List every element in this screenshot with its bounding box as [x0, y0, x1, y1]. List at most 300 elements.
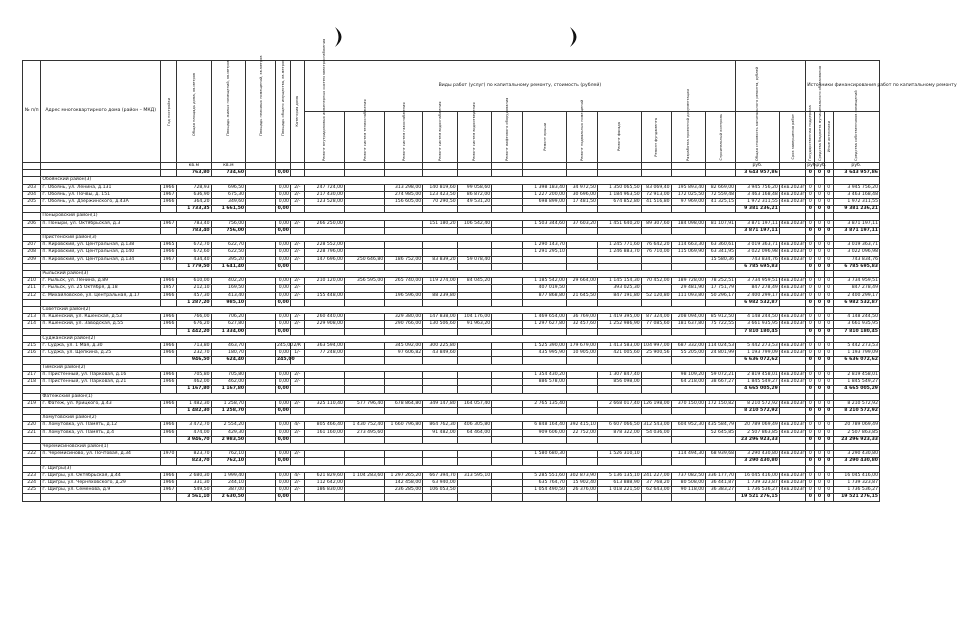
- cell-m: 0: [815, 343, 824, 350]
- cell-w7: 1 469 654,00: [523, 314, 567, 321]
- cell-own: 3 290 430,80: [833, 451, 879, 458]
- cell-no: 216: [23, 350, 41, 357]
- cell-empty: [423, 170, 458, 177]
- cell-address: с. Михайловское, ул. Центральная, д.17: [41, 292, 161, 299]
- cell-deadline: 4кв.2023г: [780, 422, 805, 428]
- cell-w5: [457, 292, 492, 299]
- total-total-area: 1 167,80: [177, 386, 212, 393]
- cell-w6: [492, 350, 523, 357]
- cell-empty: [566, 458, 597, 465]
- cell-year: 1966: [161, 314, 177, 321]
- cell-empty: [706, 407, 736, 414]
- cell-w3: 236 285,00: [385, 487, 423, 494]
- cell-nonres-area: [246, 242, 276, 249]
- cell-total-area: 474,00: [177, 429, 212, 436]
- cell-w3: 196 596,00: [385, 292, 423, 299]
- total-o: 0: [824, 458, 833, 465]
- section-title: Обоянский район(3): [41, 177, 806, 184]
- cell-empty: [641, 328, 671, 335]
- cell-empty: [385, 206, 423, 213]
- cell-w11: 604 952,30: [671, 422, 706, 429]
- cell-g: 0: [806, 292, 815, 299]
- total-common-area: 0,00: [275, 227, 290, 234]
- cell-no: 217: [23, 371, 41, 378]
- cell-g: 0: [806, 400, 815, 407]
- cell-g: 0: [806, 451, 815, 458]
- col-work-8-header: Ремонт подвальных помещений: [579, 99, 584, 161]
- section-title: Черемисиновский район(1): [41, 443, 806, 450]
- cell-empty: [423, 494, 458, 501]
- cell-empty: [457, 357, 492, 364]
- cell-w5: 106 542,40: [457, 220, 492, 227]
- cell-w4: 63 940,00: [423, 479, 458, 486]
- cell-empty: [304, 357, 344, 364]
- cell-w7: 435 995,90: [523, 350, 567, 357]
- cell-common-area: 0,00: [275, 321, 290, 328]
- cell-w3: [385, 429, 423, 436]
- section-total-row: [23, 436, 880, 443]
- cell-w3: 97 606,82: [385, 350, 423, 357]
- cell-w8: [566, 285, 597, 292]
- cell-own: 4 148 244,50: [833, 314, 879, 321]
- section-header-row: [23, 307, 880, 314]
- cell-o: 0: [824, 350, 833, 357]
- cell-w10: 312 543,00: [641, 422, 671, 429]
- cell-own: 2 819 458,01: [833, 371, 879, 378]
- cell-res-area: 675,30: [211, 191, 246, 198]
- total-res-area: 756,00: [211, 227, 246, 234]
- cell-cat: 2/-: [290, 220, 304, 227]
- table-row: [23, 242, 880, 249]
- cell-empty: [290, 206, 304, 213]
- cell-no: 213: [23, 314, 41, 321]
- cell-w11: 687 332,00: [671, 343, 706, 350]
- cell-nonres-area: [246, 350, 276, 357]
- cell-g: 0: [806, 242, 815, 249]
- cell-w11: 55 205,00: [671, 350, 706, 357]
- cell-empty: [671, 458, 706, 465]
- cell-g: 0: [806, 199, 815, 206]
- cell-common-area: 0,00: [275, 429, 290, 436]
- cell-common-area: 245,00: [276, 343, 294, 349]
- cell-cat: 2/К: [290, 343, 304, 350]
- cell-w12: 36 441,87: [706, 479, 736, 486]
- cell-w11: [671, 256, 706, 263]
- cell-cat: 2/-: [290, 314, 304, 321]
- cell-empty: [833, 465, 879, 472]
- cell-no: 223: [23, 472, 41, 479]
- cell-w10: 89 307,60: [641, 220, 671, 227]
- cell-own: 16 045 416,00: [833, 472, 879, 479]
- cell-empty: [806, 177, 815, 184]
- cell-cat: 1/-: [290, 350, 304, 357]
- cell-empty: [41, 357, 161, 364]
- cell-own: 2 507 863,85: [833, 429, 879, 436]
- cell-address: п. Кшенский, ул. Заводская, д.55: [41, 321, 161, 328]
- cell-o: 0: [824, 429, 833, 436]
- cell-deadline: 4кв.2023г: [780, 314, 805, 320]
- total-m: 0: [815, 436, 824, 443]
- cell-w10: 37 768,20: [641, 479, 671, 486]
- cell-year: 1967: [161, 191, 177, 198]
- cell-empty: [423, 227, 458, 234]
- cell-empty: [23, 307, 41, 314]
- cell-empty: [23, 206, 41, 213]
- cell-empty: [41, 494, 161, 501]
- cell-deadline: 4кв.2023г: [780, 220, 805, 226]
- cell-empty: [492, 227, 523, 234]
- cell-empty: [806, 335, 815, 342]
- cell-empty: [824, 271, 833, 278]
- total-total-area: 1 733,35: [177, 206, 212, 213]
- cell-empty: [290, 263, 304, 270]
- cell-empty: [824, 465, 833, 472]
- cell-empty: [523, 227, 567, 234]
- total-total-area: 1 287,20: [177, 299, 212, 306]
- total-common-area: 0,00: [275, 170, 290, 177]
- cell-w6: [492, 256, 523, 263]
- cell-common-area: 0,00: [275, 371, 290, 378]
- col-work-2-header: Ремонт систем теплоснабжения: [362, 99, 367, 161]
- cell-empty: [523, 206, 567, 213]
- cell-common-area: 0,00: [275, 350, 290, 357]
- cell-empty: [833, 271, 879, 278]
- cell-w2: [344, 343, 384, 350]
- cell-empty: [23, 271, 41, 278]
- cell-empty: [23, 235, 41, 242]
- cell-empty: [833, 335, 879, 342]
- cell-w3: [385, 451, 423, 458]
- cell-res-area: 705,80: [211, 371, 246, 378]
- cell-w1: 123 528,00: [304, 199, 344, 206]
- cell-empty: [523, 436, 567, 443]
- cell-w7: 698 899,00: [523, 199, 567, 206]
- cell-common-area: 0,00: [275, 487, 290, 494]
- cell-empty: [671, 299, 706, 306]
- cell-empty: [492, 436, 523, 443]
- cell-w10: [641, 256, 671, 263]
- cell-empty: [806, 235, 815, 242]
- total-m: 0: [815, 299, 824, 306]
- cell-w4: 83 839,20: [423, 256, 458, 263]
- cell-empty: [41, 170, 161, 177]
- cell-w5: [457, 350, 492, 357]
- cell-empty: [806, 443, 815, 450]
- cell-empty: [492, 328, 523, 335]
- cell-w5: [457, 379, 492, 386]
- cell-cat: 2/-: [290, 451, 304, 458]
- total-own: 9 381 236,21: [833, 206, 879, 213]
- cell-total-cost: 1 736 536,27: [736, 487, 780, 494]
- cell-nonres-area: [246, 285, 276, 292]
- section-total-row: [23, 458, 880, 465]
- cell-w3: 1 297 265,20: [385, 472, 423, 479]
- cell-empty: [344, 227, 384, 234]
- cell-common-area: 0,00: [275, 314, 290, 321]
- cell-empty: [815, 415, 824, 422]
- cell-empty: [706, 357, 736, 364]
- cell-w8: 36 769,00: [566, 314, 597, 321]
- cell-total-area: 3 472,70: [177, 422, 212, 429]
- cell-cat: 2/-: [290, 479, 304, 486]
- cell-res-area: 169,50: [211, 285, 246, 292]
- cell-empty: [706, 436, 736, 443]
- cell-empty: [23, 436, 41, 443]
- cell-empty: [423, 407, 458, 414]
- cell-empty: [41, 436, 161, 443]
- cell-empty: [161, 407, 177, 414]
- cell-empty: [566, 386, 597, 393]
- cell-w6: [492, 220, 523, 227]
- section-total-row: [23, 386, 880, 393]
- cell-w5: 164 057,40: [457, 400, 492, 407]
- total-o: 0: [824, 436, 833, 443]
- cell-empty: [641, 386, 671, 393]
- total-o: 0: [824, 494, 833, 501]
- cell-empty: [523, 263, 567, 270]
- cell-w9: 1 413 583,00: [597, 343, 641, 350]
- cell-nonres-area: [246, 220, 276, 227]
- col-work-6-header: Ремонт лифтового оборудования: [505, 97, 510, 161]
- punch-hole-right: [568, 26, 584, 48]
- cell-g: 0: [806, 422, 815, 429]
- section-header-row: [23, 415, 880, 422]
- cell-empty: [344, 494, 384, 501]
- table-row: [23, 292, 880, 299]
- cell-o: 0: [824, 479, 833, 486]
- cell-year: 1966: [161, 184, 177, 191]
- cell-cat: 4/-: [290, 472, 304, 479]
- cell-empty: [824, 235, 833, 242]
- cell-empty: [706, 227, 736, 234]
- cell-m: 0: [815, 451, 824, 458]
- cell-cat: 2/-: [290, 371, 304, 378]
- cell-g: 0: [806, 220, 815, 227]
- table-row: [23, 422, 880, 429]
- total-total-area: 1 482,30: [177, 407, 212, 414]
- cell-w1: 228 552,00: [304, 242, 344, 249]
- cell-empty: [457, 206, 492, 213]
- cell-w12: 41 325,15: [706, 199, 736, 206]
- cell-empty: [641, 458, 671, 465]
- cell-res-area: 696,50: [211, 184, 246, 191]
- cell-address: г. Фатеж, ул. Урицкого, д.43: [41, 400, 161, 407]
- cell-deadline: 4кв.2023г: [780, 285, 805, 291]
- cell-own: 3 945 756,20: [833, 184, 879, 191]
- cell-empty: [23, 227, 41, 234]
- cell-total-cost: 3 945 756,20: [736, 184, 780, 191]
- total-own: 6 982 532,87: [833, 299, 879, 306]
- cell-w5: [457, 479, 492, 486]
- cell-w1: 266 250,00: [304, 220, 344, 227]
- total-common-area: 0,00: [275, 407, 290, 414]
- cell-empty: [597, 299, 641, 306]
- cell-empty: [523, 386, 567, 393]
- cell-total-area: 549,50: [177, 487, 212, 494]
- cell-empty: [290, 494, 304, 501]
- section-total-row: [23, 407, 880, 414]
- cell-empty: [523, 458, 567, 465]
- cell-year: 1957: [161, 285, 177, 292]
- cell-o: 0: [824, 278, 833, 285]
- cell-year: 1967: [161, 487, 177, 494]
- table-row: [23, 451, 880, 458]
- cell-empty: [23, 170, 41, 177]
- table-row: [23, 371, 880, 378]
- cell-w6: [492, 321, 523, 328]
- cell-w12: 59 072,21: [706, 371, 736, 378]
- cell-empty: [23, 443, 41, 450]
- cell-empty: [23, 386, 41, 393]
- total-total-cost: 8 210 572,92: [736, 407, 780, 414]
- cell-empty: [304, 436, 344, 443]
- cell-own: 1 739 323,87: [833, 479, 879, 486]
- cell-res-area: 244,10: [211, 479, 246, 486]
- cell-empty: [779, 436, 805, 443]
- cell-empty: [597, 357, 641, 364]
- cell-total-cost: 8 210 572,92: [736, 400, 780, 407]
- cell-w9: 878 322,00: [597, 429, 641, 436]
- cell-w10: 76 642,20: [641, 242, 671, 249]
- cell-o: 0: [824, 191, 833, 198]
- cell-empty: [671, 328, 706, 335]
- cell-cat: 2/-: [290, 285, 304, 292]
- cell-empty: [815, 213, 824, 220]
- cell-empty: [815, 335, 824, 342]
- cell-o: 0: [824, 285, 833, 292]
- cell-empty: [41, 263, 161, 270]
- cell-m: 0: [815, 479, 824, 486]
- total-m: 0: [815, 170, 824, 177]
- total-own: 3 643 957,86: [833, 170, 879, 177]
- cell-empty: [41, 407, 161, 414]
- cell-cat: 2/-: [290, 400, 304, 407]
- total-common-area: 0,00: [275, 328, 290, 335]
- col-source-2-header: Средства бюджета муниципального образования: [817, 66, 822, 161]
- cell-w10: 76 710,00: [641, 249, 671, 256]
- total-total-area: 3 946,70: [177, 436, 212, 443]
- total-m: 0: [815, 206, 824, 213]
- cell-res-area: 349,60: [211, 199, 246, 206]
- cell-empty: [492, 206, 523, 213]
- cell-total-area: 672,60: [177, 249, 212, 256]
- cell-w8: 30 696,00: [566, 191, 597, 198]
- cell-w9: 856 098,00: [597, 379, 641, 386]
- total-g: 0: [806, 328, 815, 335]
- section-total-row: [23, 227, 880, 234]
- cell-empty: [385, 328, 423, 335]
- cell-total-cost: 16 045 416,00: [736, 472, 780, 479]
- cell-w4: 119 274,00: [423, 278, 458, 285]
- total-common-area: 0,00: [275, 299, 290, 306]
- cell-total-cost: 5 442 273,53: [736, 343, 780, 350]
- total-total-area: 823,70: [177, 458, 212, 465]
- cell-w11: 90 118,00: [671, 487, 706, 494]
- cell-empty: [641, 407, 671, 414]
- cell-empty: [671, 227, 706, 234]
- col-work-7-header: Ремонт крыши: [542, 123, 547, 151]
- cell-empty: [671, 357, 706, 364]
- unit-cell: руб.: [833, 163, 879, 170]
- cell-w12: 435 584,79: [706, 422, 736, 429]
- total-total-cost: 6 636 072,62: [736, 357, 780, 364]
- cell-own: 2 400 299,17: [833, 292, 879, 299]
- cell-empty: [23, 465, 41, 472]
- cell-empty: [815, 465, 824, 472]
- total-own: 8 210 572,92: [833, 407, 879, 414]
- section-total-row: [23, 263, 880, 270]
- col-work-1-header: Ремонт внутридомовых инженерных систем электроснабжения: [322, 38, 327, 161]
- sources-group-header: Источники финансирования работ по капитальному ремонту: [806, 61, 880, 112]
- cell-deadline: 4кв.2023г: [780, 242, 805, 248]
- cell-w1: 621 829,60: [304, 472, 344, 479]
- cell-empty: [304, 227, 344, 234]
- cell-w4: [423, 371, 458, 378]
- cell-deadline: 4кв.2023г: [780, 199, 805, 205]
- col-total-area-header: Общая площадь дома, кв.метров: [191, 72, 196, 136]
- cell-w11: 172 025,50: [671, 191, 706, 198]
- cell-own: 3 463 168,48: [833, 191, 879, 198]
- cell-empty: [597, 328, 641, 335]
- cell-nonres-area: [246, 321, 276, 328]
- cell-w12: 50 296,17: [706, 292, 736, 299]
- cell-w3: 142 458,00: [385, 479, 423, 486]
- section-title: Советский район(2): [41, 307, 806, 314]
- cell-w8: 29 664,00: [566, 278, 597, 285]
- cell-no: 203: [23, 184, 41, 191]
- total-common-area: 0,00: [275, 458, 290, 465]
- cell-empty: [23, 364, 41, 371]
- section-total-row: [23, 494, 880, 501]
- cell-total-cost: 3 871 197,11: [736, 220, 780, 227]
- cell-own: 1 736 536,27: [833, 487, 879, 494]
- cell-deadline: 4кв.2023г: [780, 256, 805, 262]
- cell-empty: [597, 227, 641, 234]
- cell-w4: 300 225,80: [423, 343, 458, 350]
- table-row: [23, 256, 880, 263]
- cell-empty: [779, 494, 805, 501]
- total-res-area: 2 630,50: [211, 494, 246, 501]
- cell-o: 0: [824, 199, 833, 206]
- cell-w12: 15 580,36: [706, 256, 736, 263]
- cell-empty: [824, 415, 833, 422]
- cell-empty: [492, 407, 523, 414]
- cell-o: 0: [824, 472, 833, 479]
- cell-empty: [385, 494, 423, 501]
- cell-nonres-area: [246, 278, 276, 285]
- cell-res-area: 622,70: [211, 242, 246, 249]
- total-own: 19 521 276,15: [833, 494, 879, 501]
- cell-empty: [833, 364, 879, 371]
- section-total-row: [23, 328, 880, 335]
- total-res-area: 624,40: [211, 357, 246, 364]
- cell-w8: 21 645,50: [566, 292, 597, 299]
- cell-empty: [492, 263, 523, 270]
- total-res-area: 762,10: [211, 458, 246, 465]
- section-header-row: [23, 443, 880, 450]
- cell-w1: 77 248,00: [304, 350, 344, 357]
- cell-w6: [492, 314, 523, 321]
- cell-w2: [344, 314, 384, 321]
- cell-w2: [344, 191, 384, 198]
- cell-w4: 123 423,50: [423, 191, 458, 198]
- section-title: Поныровский район(1): [41, 213, 806, 220]
- cell-empty: [779, 227, 805, 234]
- total-total-area: 763,80: [177, 170, 212, 177]
- cell-w4: 43 849,60: [423, 350, 458, 357]
- punch-hole-left: [333, 26, 349, 48]
- cell-w4: 70 290,50: [423, 199, 458, 206]
